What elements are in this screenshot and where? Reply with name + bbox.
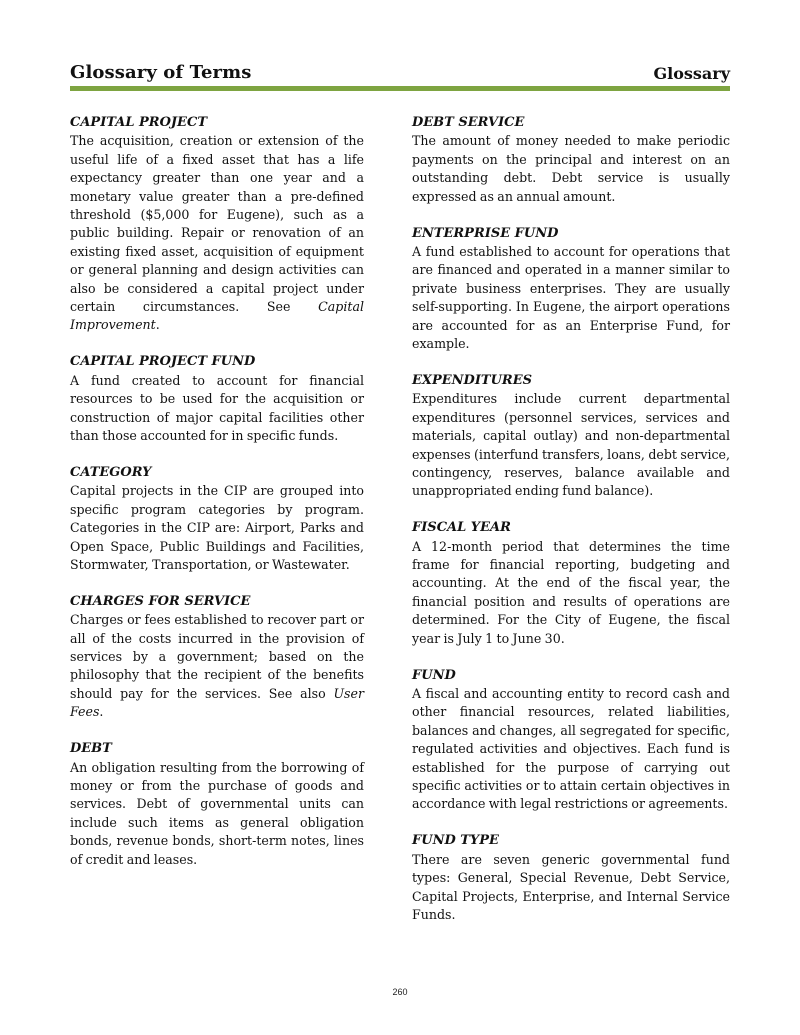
glossary-term: ENTERPRISE FUND <box>412 225 559 241</box>
glossary-definition: A fiscal and accounting entity to record cash and other financial resources, related liabilities, balances and changes, all segregated for specific, regulated activities and objectives. Each fund is established for the purpose of carrying out specific activities or to attain certain objectives in accordance with legal restrictions or agreements. <box>412 685 730 812</box>
see-reference: Capital Improvement <box>70 299 364 333</box>
glossary-definition: A fund created to account for financial resources to be used for the acquisition or construction of major capital facilities other than those accounted for in specific funds. <box>70 372 364 443</box>
glossary-entry <box>412 225 730 354</box>
glossary-definition: The amount of money needed to make periodic payments on the principal and interest on an outstanding debt. Debt service is usually expressed as an annual amount. <box>412 133 730 204</box>
glossary-entry <box>412 114 730 206</box>
glossary-term: FUND <box>412 667 456 683</box>
glossary-definition <box>70 611 364 721</box>
glossary-column-left <box>70 114 364 888</box>
glossary-entry <box>412 372 730 501</box>
glossary-term: FUND TYPE <box>412 833 499 849</box>
glossary-term: EXPENDITURES <box>412 372 533 388</box>
glossary-entry <box>70 464 364 574</box>
glossary-definition: A fund established to account for operations that are financed and operated in a manner similar to private business enterprises. They are usually self-supporting. In Eugene, the airport operations are accounted for as an Enterprise Fund, for example. <box>412 243 730 351</box>
definition-end: . <box>155 317 160 333</box>
definition-end: . <box>99 704 104 720</box>
header-rule <box>70 86 730 91</box>
glossary-entry <box>70 353 364 445</box>
glossary-definition: There are seven generic governmental fund types: General, Special Revenue, Debt Service, Capital Projects, Enterprise, and Internal Service Funds. <box>412 851 730 922</box>
page-number: 260 <box>392 987 408 997</box>
definition-text: Charges or fees established to recover part or all of the costs incurred in the provision of services by a government; based on the philosophy that the recipient of the benefits should pay for the services. See also <box>70 612 364 701</box>
section-label: Glossary <box>653 64 730 83</box>
glossary-term: FISCAL YEAR <box>412 520 511 536</box>
glossary-entry <box>70 593 364 722</box>
glossary-entry <box>412 519 730 648</box>
glossary-term: CAPITAL PROJECT FUND <box>70 354 256 370</box>
page-title: Glossary of Terms <box>70 62 252 83</box>
glossary-term: CATEGORY <box>70 464 152 480</box>
glossary-definition <box>70 132 364 334</box>
glossary-term: CHARGES FOR SERVICE <box>70 593 251 609</box>
glossary-definition: Expenditures include current departmental expenditures (personnel services, services and materials, capital outlay) and non-departmental expenses (interfund transfers, loans, debt service, contingency, reserves, balance available and unappropriated ending fund balance). <box>412 391 730 499</box>
see-reference: User Fees <box>70 685 364 720</box>
glossary-column-right <box>412 114 730 943</box>
glossary-entry <box>70 740 364 869</box>
glossary-definition: A 12-month period that determines the time frame for financial reporting, budgeting and accounting. At the end of the fiscal year, the financial position and results of operations are determined. For the City of Eugene, the fiscal year is July 1 to June 30. <box>412 538 730 646</box>
glossary-term: DEBT SERVICE <box>412 115 525 130</box>
glossary-definition: Capital projects in the CIP are grouped into specific program categories by program. Categories in the CIP are: Airport, Parks and Open Space, Public Buildings and Facilities, Stormwater, Transportation, or Wastewater. <box>70 483 364 572</box>
glossary-entry <box>70 114 364 335</box>
glossary-entry <box>412 667 730 814</box>
definition-text: The acquisition, creation or extension of the useful life of a fixed asset that has a life expectancy greater than one year and a monetary value greater than a pre-defined threshold ($5,000 for Eugene), such as a public building. Repair or renovation of an existing fixed asset, acquisition of equipment or general planning and design activities can also be considered a capital project under certain circumstances. See <box>70 133 364 315</box>
glossary-entry <box>412 832 730 924</box>
glossary-term: DEBT <box>70 741 112 757</box>
glossary-definition: An obligation resulting from the borrowing of money or from the purchase of goods and services. Debt of governmental units can include such items as general obligation bonds, revenue bonds, short-term notes, lines of credit and leases. <box>70 759 364 867</box>
glossary-term: CAPITAL PROJECT <box>70 115 207 130</box>
